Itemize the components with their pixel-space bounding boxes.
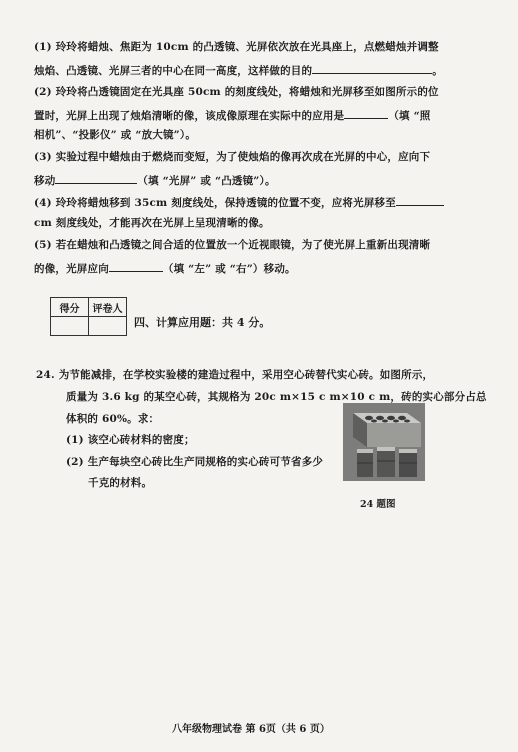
q23-p5-line2-start: 的像，光屏应向 bbox=[34, 263, 109, 275]
score-box bbox=[50, 297, 127, 336]
q23-p4-line1 bbox=[34, 194, 486, 210]
q23-p2-line2-end: （填 “照 bbox=[388, 110, 431, 122]
q23-p2-line2-text: 置时，光屏上出现了烛焰清晰的像，该成像原理在实际中的应用是 bbox=[34, 110, 345, 122]
figure-caption: 24 题图 bbox=[360, 499, 396, 510]
q23-p5-line2-end: （填 “左” 或 “右”）移动。 bbox=[162, 263, 296, 275]
q24-line3: 体积的 60%。求： bbox=[66, 413, 160, 425]
q24-sub1: (1) 该空心砖材料的密度； bbox=[66, 434, 195, 446]
grader-header: 评卷人 bbox=[89, 298, 127, 317]
q23-p4-line2: cm 刻度线处，才能再次在光屏上呈现清晰的像。 bbox=[34, 217, 270, 229]
q23-p3-line2-end: （填 “光屏” 或 “凸透镜”）。 bbox=[137, 175, 276, 187]
hollow-brick-figure bbox=[343, 403, 425, 481]
q23-p2-line1: (2) 玲玲将凸透镜固定在光具座 50cm 的刻度线处，将蜡烛和光屏移至如图所示的位 bbox=[34, 86, 439, 98]
q24-sub2-line2: 千克的材料。 bbox=[88, 477, 153, 489]
q23-p4-line1-text: (4) 玲玲将蜡烛移到 35cm 刻度线处，保持透镜的位置不变，应将光屏移至 bbox=[34, 197, 396, 209]
answer-blank-3[interactable] bbox=[55, 172, 137, 184]
page-footer: 八年级物理试卷 第 6页（共 6 页） bbox=[172, 724, 330, 735]
answer-blank-1[interactable] bbox=[312, 62, 432, 74]
q23-p5-line1: (5) 若在蜡烛和凸透镜之间合适的位置放一个近视眼镜，为了使光屏上重新出现清晰 bbox=[34, 239, 431, 251]
q23-p1-line1: (1) 玲玲将蜡烛、焦距为 10cm 的凸透镜、光屏依次放在光具座上，点燃蜡烛并调整 bbox=[34, 41, 439, 53]
section-4-title: 四、计算应用题：共 4 分。 bbox=[134, 316, 271, 329]
q24-line2: 质量为 3.6 kg 的某空心砖，其规格为 20c m×15 c m×10 c m，砖的实心部分占总 bbox=[66, 391, 487, 403]
q23-p1-line2-text: 烛焰、凸透镜、光屏三者的中心在同一高度，这样做的目的 bbox=[34, 65, 313, 77]
q24-line1: 24. 为节能减排，在学校实验楼的建造过程中，采用空心砖替代实心砖。如图所示， bbox=[36, 369, 434, 381]
q23-p1-line2 bbox=[34, 62, 486, 78]
q23-p1-line2-end: 。 bbox=[432, 65, 443, 77]
answer-blank-5[interactable] bbox=[109, 260, 163, 272]
grader-cell[interactable] bbox=[89, 317, 127, 336]
hollow-brick-image bbox=[343, 403, 425, 481]
q23-p2-line3: 相机”、“投影仪” 或 “放大镜”）。 bbox=[34, 129, 197, 141]
score-cell[interactable] bbox=[51, 317, 89, 336]
answer-blank-4[interactable] bbox=[396, 194, 444, 206]
q23-p5-line2 bbox=[34, 260, 486, 276]
q23-p3-line2-start: 移动 bbox=[34, 175, 56, 187]
q23-p3-line2 bbox=[34, 172, 486, 188]
score-header: 得分 bbox=[51, 298, 89, 317]
answer-blank-2[interactable] bbox=[344, 107, 388, 119]
q23-p2-line2 bbox=[34, 107, 486, 123]
q24-sub2-line1: (2) 生产每块空心砖比生产同规格的实心砖可节省多少 bbox=[66, 456, 324, 468]
q23-p3-line1: (3) 实验过程中蜡烛由于燃烧而变短，为了使烛焰的像再次成在光屏的中心，应向下 bbox=[34, 151, 431, 163]
